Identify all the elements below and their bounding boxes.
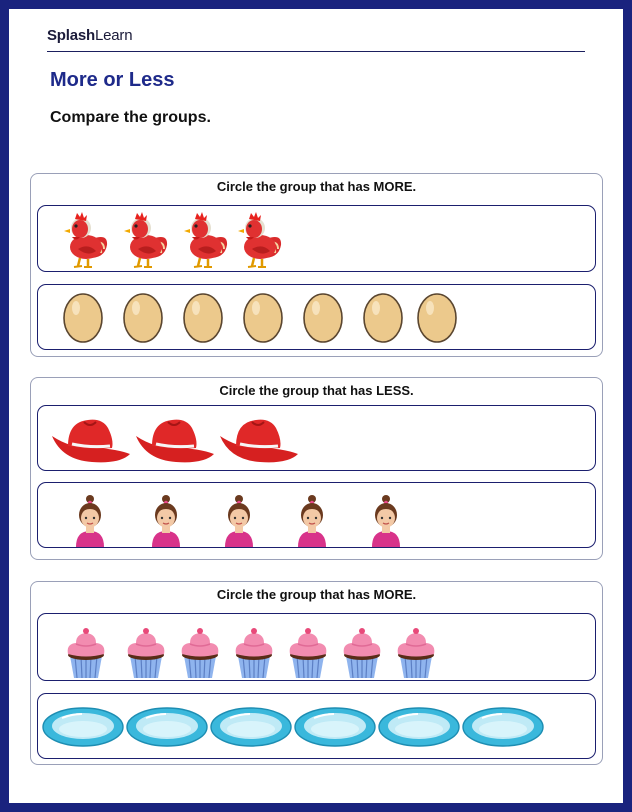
instruction: Compare the groups. xyxy=(50,109,211,126)
splashlearn-logo: SplashLearn xyxy=(47,27,133,44)
group-bowls[interactable] xyxy=(37,693,596,759)
group-cupcakes[interactable] xyxy=(37,613,596,681)
cupcake-icon xyxy=(64,626,108,678)
egg-icon xyxy=(242,291,284,343)
page-title: More or Less xyxy=(50,69,175,91)
egg-icon xyxy=(122,291,164,343)
group-girls[interactable] xyxy=(37,482,596,548)
cupcake-icon xyxy=(178,626,222,678)
group-hens[interactable] xyxy=(37,205,596,272)
question-prompt: Circle the group that has MORE. xyxy=(216,587,417,602)
cupcake-icon xyxy=(394,626,438,678)
header-divider xyxy=(47,51,585,52)
egg-icon xyxy=(182,291,224,343)
bowl-icon xyxy=(42,706,124,748)
egg-icon xyxy=(362,291,404,343)
egg-icon xyxy=(302,291,344,343)
question-2 xyxy=(30,377,603,560)
cupcake-icon xyxy=(286,626,330,678)
hen-icon xyxy=(238,209,284,269)
group-eggs[interactable] xyxy=(37,284,596,350)
girl-icon xyxy=(294,495,330,547)
question-1 xyxy=(30,173,603,357)
girl-icon xyxy=(368,495,404,547)
red-hat-icon xyxy=(50,414,132,464)
bowl-icon xyxy=(462,706,544,748)
red-hat-icon xyxy=(134,414,216,464)
egg-icon xyxy=(416,291,458,343)
egg-icon xyxy=(62,291,104,343)
girl-icon xyxy=(72,495,108,547)
worksheet-page xyxy=(9,9,623,803)
hen-icon xyxy=(64,209,110,269)
red-hat-icon xyxy=(218,414,300,464)
question-prompt: Circle the group that has LESS. xyxy=(219,383,414,398)
bowl-icon xyxy=(294,706,376,748)
cupcake-icon xyxy=(340,626,384,678)
girl-icon xyxy=(148,495,184,547)
hen-icon xyxy=(124,209,170,269)
bowl-icon xyxy=(210,706,292,748)
question-3 xyxy=(30,581,603,765)
bowl-icon xyxy=(126,706,208,748)
bowl-icon xyxy=(378,706,460,748)
hen-icon xyxy=(184,209,230,269)
girl-icon xyxy=(221,495,257,547)
question-prompt: Circle the group that has MORE. xyxy=(216,179,417,194)
cupcake-icon xyxy=(232,626,276,678)
group-hats[interactable] xyxy=(37,405,596,471)
cupcake-icon xyxy=(124,626,168,678)
